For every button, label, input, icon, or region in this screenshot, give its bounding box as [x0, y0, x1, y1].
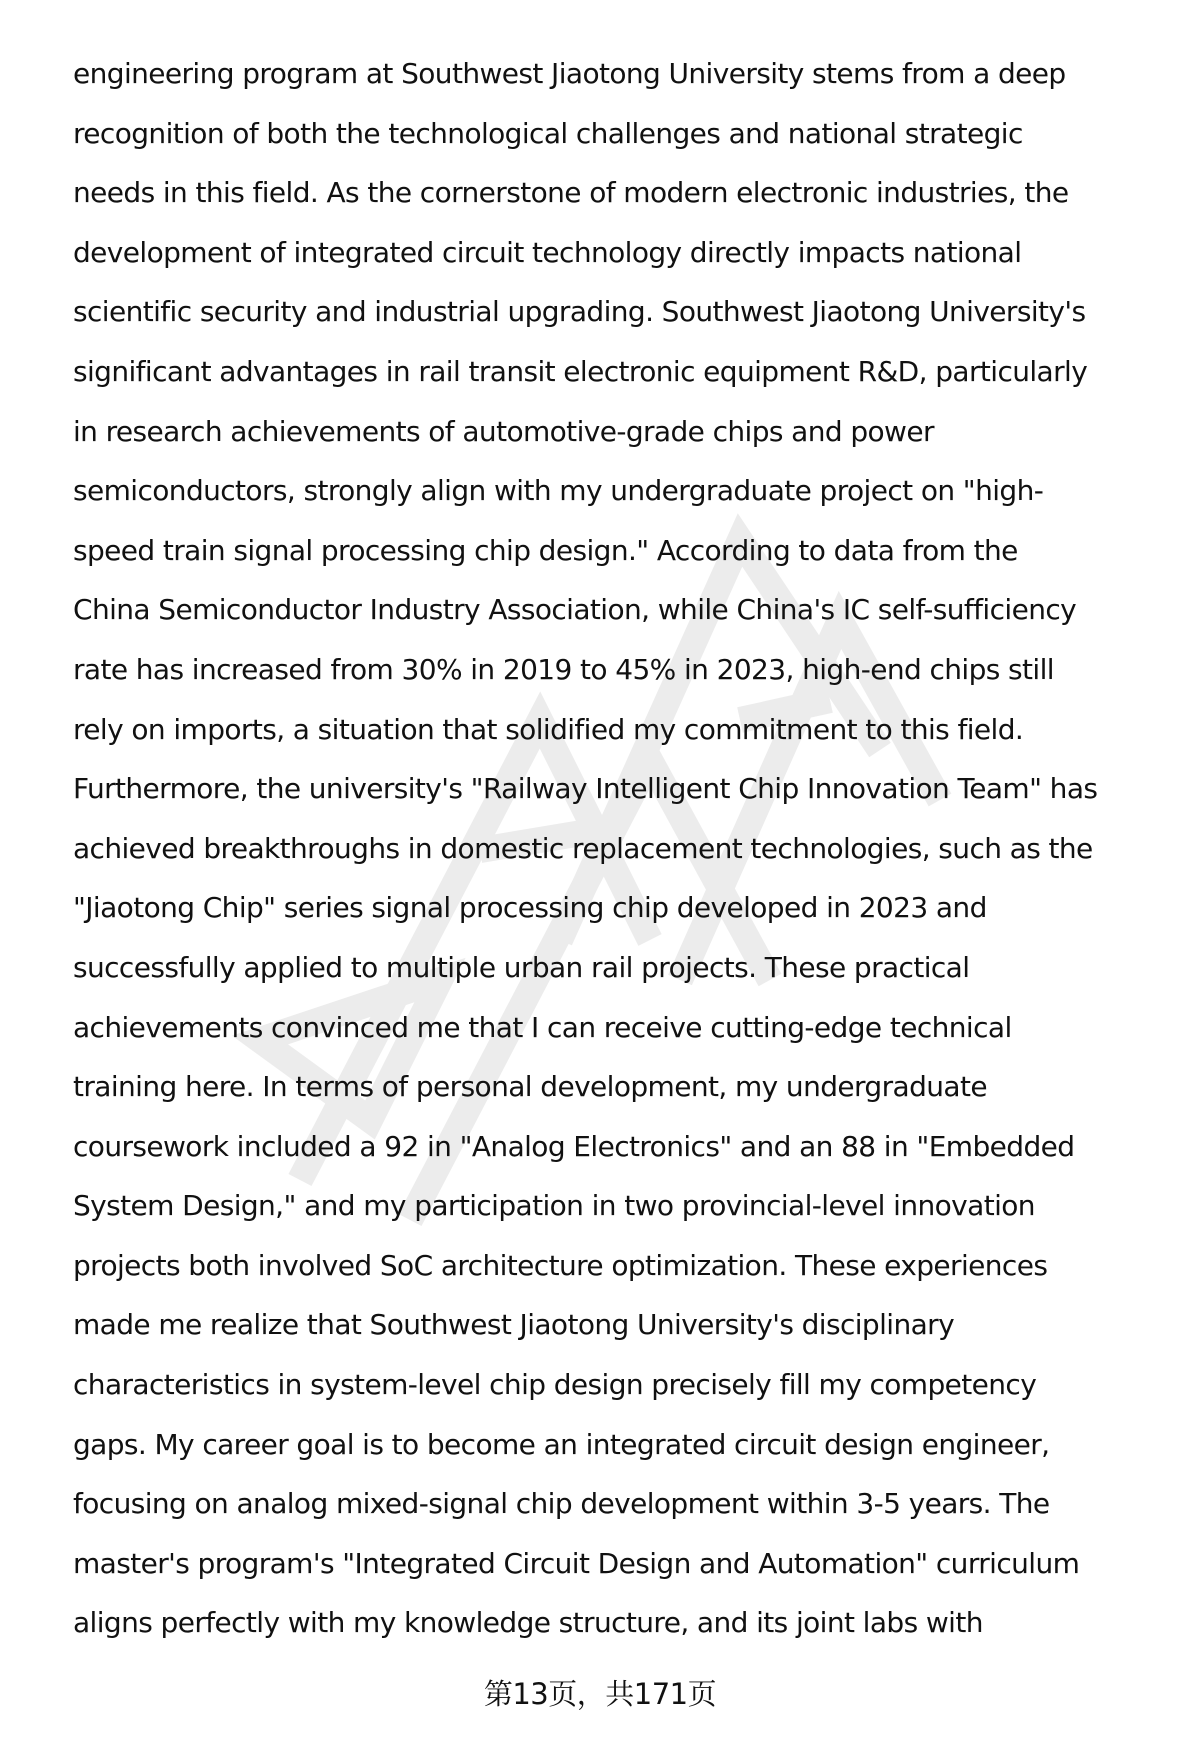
text-line: achievements convinced me that I can receive cutting-edge technical	[73, 1010, 1012, 1044]
text-line: significant advantages in rail transit electronic equipment R&D, particularly	[73, 354, 1088, 388]
text-line: made me realize that Southwest Jiaotong University's disciplinary	[73, 1308, 955, 1342]
text-line: recognition of both the technological challenges and national strategic	[73, 116, 1023, 150]
text-line: needs in this field. As the cornerstone of modern electronic industries, the	[73, 176, 1069, 210]
text-line: focusing on analog mixed-signal chip development within 3-5 years. The	[73, 1487, 1050, 1521]
text-line: in research achievements of automotive-grade chips and power	[73, 414, 934, 448]
text-line: rely on imports, a situation that solidified my commitment to this field.	[73, 712, 1024, 746]
text-line: master's program's "Integrated Circuit Design and Automation" curriculum	[73, 1546, 1080, 1580]
text-line: coursework included a 92 in "Analog Electronics" and an 88 in "Embedded	[73, 1129, 1075, 1163]
text-line: "Jiaotong Chip" series signal processing chip developed in 2023 and	[73, 891, 987, 925]
text-line: development of integrated circuit technology directly impacts national	[73, 235, 1022, 269]
text-line: System Design," and my participation in two provincial-level innovation	[73, 1189, 1035, 1223]
text-line: China Semiconductor Industry Association, while China's IC self-sufficiency	[73, 593, 1077, 627]
text-line: successfully applied to multiple urban rail projects. These practical	[73, 950, 970, 984]
text-line: gaps. My career goal is to become an integrated circuit design engineer,	[73, 1427, 1050, 1461]
text-line: speed train signal processing chip design." According to data from the	[73, 533, 1018, 567]
text-line: projects both involved SoC architecture optimization. These experiences	[73, 1248, 1048, 1282]
text-line: semiconductors, strongly align with my undergraduate project on "high-	[73, 474, 1044, 508]
page-number-footer: 第13页，共171页	[483, 1677, 717, 1711]
text-line: Furthermore, the university's "Railway Intelligent Chip Innovation Team" has	[73, 772, 1098, 806]
text-line: characteristics in system-level chip design precisely fill my competency	[73, 1368, 1037, 1402]
text-line: engineering program at Southwest Jiaotong University stems from a deep	[73, 57, 1066, 90]
text-line: training here. In terms of personal development, my undergraduate	[73, 1070, 987, 1104]
text-line: scientific security and industrial upgrading. Southwest Jiaotong University's	[73, 295, 1086, 329]
text-line: aligns perfectly with my knowledge structure, and its joint labs with	[73, 1606, 983, 1640]
body-text	[73, 52, 1173, 1661]
text-line: achieved breakthroughs in domestic replacement technologies, such as the	[73, 831, 1093, 865]
text-line: rate has increased from 30% in 2019 to 45% in 2023, high-end chips still	[73, 652, 1054, 686]
